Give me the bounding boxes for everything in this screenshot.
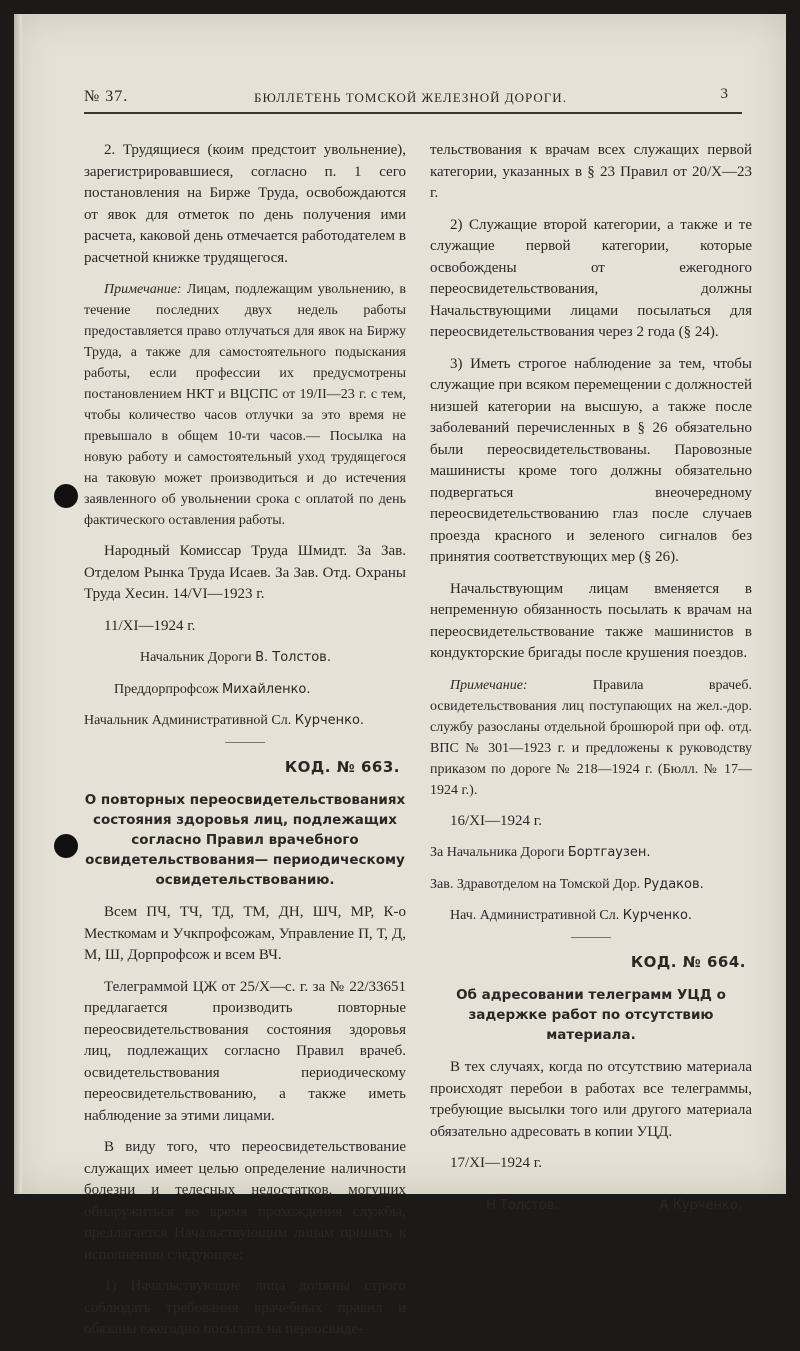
date: 16/XI—1924 г.	[450, 812, 542, 829]
section-code: КОД. № 664.	[630, 952, 746, 971]
signature-name: Михайленко.	[222, 681, 311, 697]
section-code: КОД. № 663.	[284, 757, 400, 776]
document-page	[14, 14, 786, 1337]
signature	[430, 842, 752, 864]
divider	[571, 937, 611, 938]
signature-role: Зав. Здравотделом на Томской Дор.	[430, 876, 644, 892]
paragraph: Начальствующим лицам вменяется в непременную обязанность посылать к врачам на переосвидетельствование также машинистов в кондукторские бригады после крушения поездов.	[430, 580, 752, 661]
paragraph: В виду того, что переосвидетельствование служащих имеет целью определение наличности болезни и телесных недостатков, могущих обнаружиться во время прохождения службы, предлагается Начальствующим лицам принять к исполнению следующее:	[84, 1139, 406, 1263]
signature-role: Преддорпрофсож	[114, 681, 222, 697]
signature-role: Начальник Дороги	[140, 650, 256, 665]
section-heading: О повторных переосвидетельствованиях состояния здоровья лиц, подлежащих согласно Правил врачебного освидетельствования— периодическому освидетельствованию.	[84, 792, 406, 888]
signature-name: В. Толстов.	[255, 650, 331, 665]
punch-hole	[54, 834, 78, 858]
signature-name: Рудаков.	[643, 876, 704, 892]
page-header	[84, 86, 742, 114]
note-text: Лицам, подлежащим увольнению, в течение последних двух недель работы предоставляется право отлучаться для явок на Биржу Труда, а также для самостоятельного подыскания работы, если профессии их предусмотрены постановлением НКТ и ВЦСПС от 19/II—23 г. с тем, чтобы количество часов отлучки за это время не превышало в общем 10-ти часов.— Посылка на новую работу и самостоятельный уход трудящегося на таковую может производиться и до истечения заявленного об увольнении срока с оплатой по день фактического оставления работы.	[84, 282, 406, 528]
date: 17/XI—1924 г.	[450, 1155, 542, 1171]
paragraph: В тех случаях, когда по отсутствию материала происходят перебои в работах все телеграммы, требующие высылки того или другого материала обязательно адресовать в копии УЦД.	[430, 1059, 752, 1140]
paragraph: 1) Начальствующие лица должны строго соблюдать требования врачебных правил и обязаны ежегодно посылать на переосвиде-	[84, 1278, 406, 1337]
binding-edge	[14, 14, 22, 1194]
signature	[430, 874, 752, 896]
note-label: Примечание:	[450, 677, 528, 693]
signatures-row	[430, 1195, 752, 1217]
note	[430, 675, 752, 801]
issue-number: № 37.	[84, 88, 129, 105]
paragraph: Телеграммой ЦЖ от 25/X—с. г. за № 22/33651 предлагается производить повторные переосвидетельствования состояния здоровья лиц, подлежащих согласно Правил врачеб. освидетельствования периодическому переосвидетельствованию, а также иметь наблюдение за этими лицами.	[84, 978, 406, 1124]
signature	[486, 1195, 559, 1217]
signature-initial: А	[659, 1197, 673, 1213]
paragraph: 3) Иметь строгое наблюдение за тем, чтобы служащие при всяком перемещении с должностей низшей категории на высшую, а также после заболеваний перечисленных в § 26 обязательно были переосвидетельствованы. Паровозные машинисты кроме того должны обязательно подвергаться внеочередному переосвидетельствованию глаз после случаев проезда красного и зеленого сигналов без принятия соответствующих мер (§ 26).	[430, 355, 752, 565]
divider	[225, 742, 265, 743]
signature	[430, 905, 752, 927]
section-heading: Об адресовании телеграмм УЦД о задержке работ по отсутствию материала.	[456, 987, 726, 1043]
right-column	[430, 140, 752, 1216]
signature-name: Толстов.	[499, 1197, 559, 1213]
left-column	[84, 140, 406, 1351]
paragraph: 2) Служащие второй категории, а также и те служащие первой категории, которые освобождены от ежегодного переосвидетельствования, должны Начальствующими лицами посылаться для переосвидетельствования через 2 года (§ 24).	[430, 216, 752, 340]
signature	[84, 679, 406, 701]
signature	[660, 1195, 742, 1217]
bulletin-title: БЮЛЛЕТЕНЬ ТОМСКОЙ ЖЕЛЕЗНОЙ ДОРОГИ.	[254, 90, 567, 105]
date: 11/XI—1924 г.	[104, 617, 196, 634]
paragraph: тельствования к врачам всех служащих первой категории, указанных в § 23 Правил от 20/X—23 г.	[430, 142, 752, 201]
signature-name: Курченко.	[622, 908, 693, 923]
paragraph: Народный Комиссар Труда Шмидт. За Зав. Отделом Рынка Труда Исаев. За Зав. Отд. Охраны Труда Хесин. 14/VI—1923 г.	[84, 543, 406, 602]
paragraph: 2. Трудящиеся (коим предстоит увольнение), зарегистрировавшиеся, согласно п. 1 сего постановления на Бирже Труда, освобождаются от явок для отметок по день получения ими расчета, каковой день отмечается работодателем в расчетной книжке трудящегося.	[84, 142, 406, 266]
signature-name: Курченко.	[294, 713, 365, 728]
signature-initial: Н	[486, 1197, 500, 1213]
punch-hole	[54, 484, 78, 508]
signature	[84, 710, 406, 732]
signature	[84, 647, 406, 669]
signature-role: Начальник Административной Сл.	[84, 713, 295, 728]
note	[84, 279, 406, 531]
note-label: Примечание:	[104, 282, 182, 297]
note-text: Правила врачеб. освидетельствования лиц поступающих на жел.-дор. службу разосланы отдельной брошюрой при оф. отд. ВПС № 301—1923 г. и предложены к руководству приказом по дороге № 218—1924 г. (Бюлл. № 17—1924 г.).	[430, 677, 752, 798]
paragraph: Всем ПЧ, ТЧ, ТД, ТМ, ДН, ШЧ, МР, К-о Месткомам и Учкпрофсожам, Управление П, Т, Д, М, Ш, Дорпрофсож и всем ВЧ.	[84, 904, 406, 963]
signature-name: Курченко.	[672, 1197, 742, 1213]
signature-name: Бортгаузен.	[567, 845, 651, 860]
signature-role: За Начальника Дороги	[430, 845, 568, 860]
signature-role: Нач. Административной Сл.	[450, 908, 623, 923]
page-number: 3	[720, 86, 728, 102]
